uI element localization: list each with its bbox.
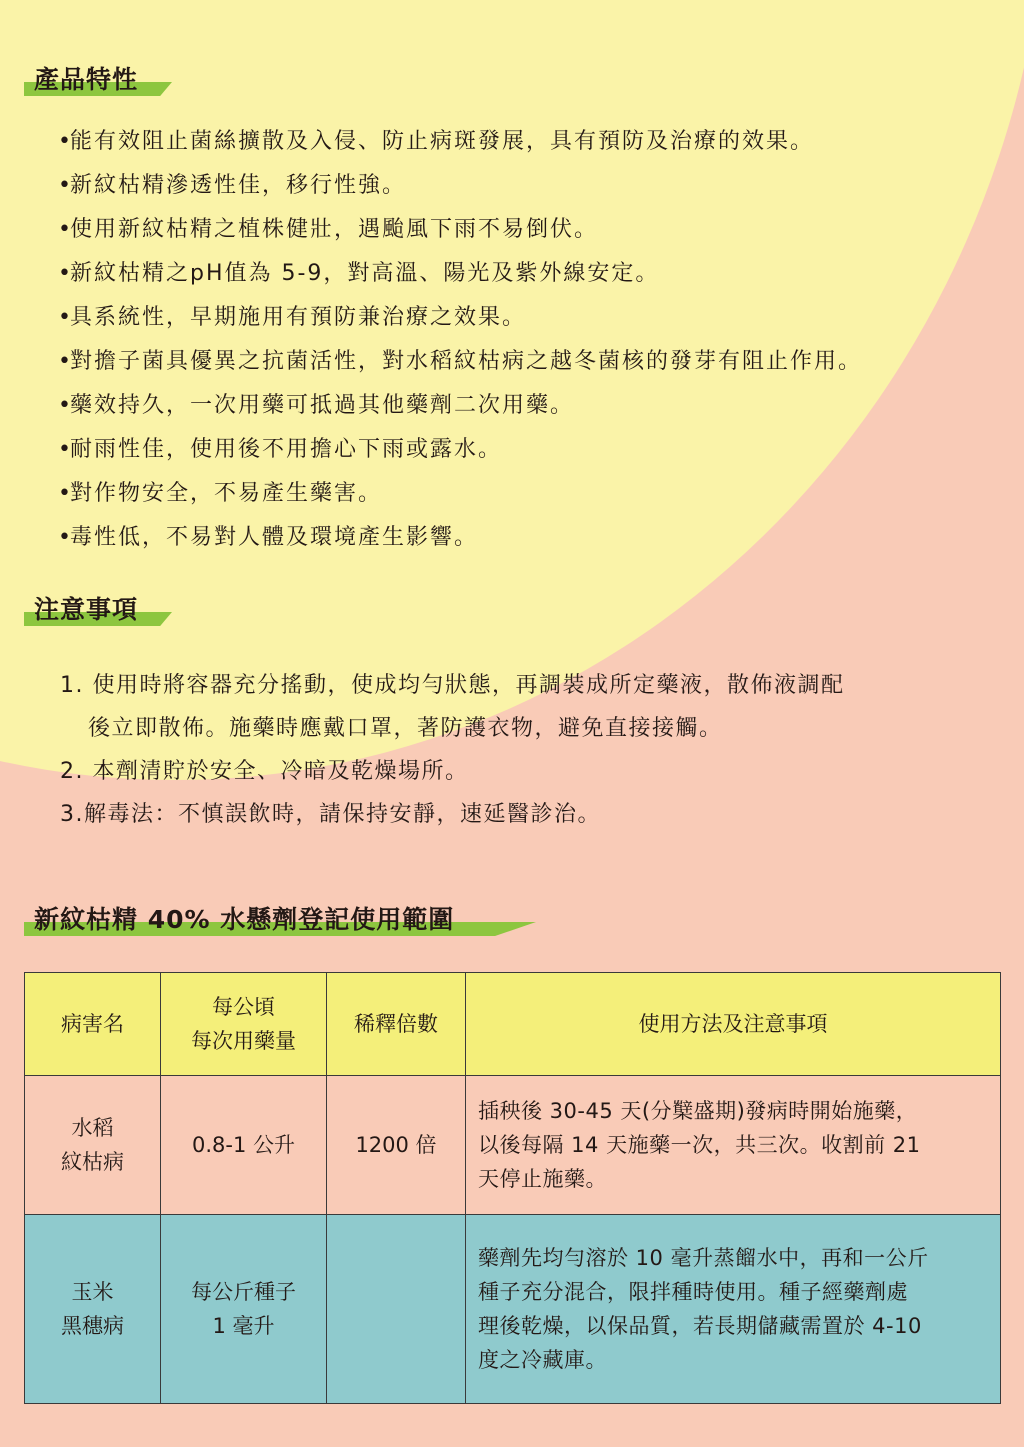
list-item: •新紋枯精滲透性佳，移行性強。: [58, 164, 1018, 208]
bullet-icon: •: [58, 349, 73, 374]
notes-title-text: 注意事項: [34, 595, 139, 624]
list-item: •毒性低，不易對人體及環境產生影響。: [58, 516, 1018, 560]
list-item: •對作物安全，不易產生藥害。: [58, 472, 1018, 516]
cell-disease: 水稻 紋枯病: [25, 1076, 161, 1215]
cell-dosage: 每公斤種子 1 毫升: [161, 1215, 327, 1404]
table-row: [25, 1076, 1001, 1215]
cell-method: 藥劑先均勻溶於 10 毫升蒸餾水中，再和一公斤 種子充分混合，限拌種時使用。種子經藥劑處 理後乾燥，以保品質，若長期儲藏需置於 4-10 度之冷藏庫。: [466, 1215, 1001, 1404]
features-title-text: 產品特性: [34, 65, 139, 94]
bullet-icon: •: [58, 481, 73, 506]
notes-list: [60, 664, 1000, 836]
header-dilution: 稀釋倍數: [327, 973, 466, 1076]
cell-dilution: [327, 1215, 466, 1404]
list-item: •能有效阻止菌絲擴散及入侵、防止病斑發展，具有預防及治療的效果。: [58, 120, 1018, 164]
list-item: •耐雨性佳，使用後不用擔心下雨或露水。: [58, 428, 1018, 472]
list-item: •對擔子菌具優異之抗菌活性，對水稻紋枯病之越冬菌核的發芽有阻止作用。: [58, 340, 1018, 384]
cell-method: 插秧後 30-45 天(分櫱盛期)發病時開始施藥， 以後每隔 14 天施藥一次，共三次。收割前 21 天停止施藥。: [466, 1076, 1001, 1215]
list-item: •具系統性，早期施用有預防兼治療之效果。: [58, 296, 1018, 340]
features-list: [58, 120, 1018, 560]
note-item: 3.解毒法：不慎誤飲時，請保持安靜，速延醫診治。: [60, 802, 601, 827]
bullet-icon: •: [58, 393, 73, 418]
note-item: 1. 使用時將容器充分搖動，使成均勻狀態，再調裝成所定藥液，散佈液調配 後立即散佈。施藥時應戴口罩，著防護衣物，避免直接接觸。: [60, 673, 845, 741]
header-method: 使用方法及注意事項: [466, 973, 1001, 1076]
features-title: [24, 62, 172, 96]
usage-title: [24, 902, 536, 936]
table-row: [25, 1215, 1001, 1404]
usage-title-text: 新紋枯精 40% 水懸劑登記使用範圍: [34, 905, 455, 934]
bullet-icon: •: [58, 261, 73, 286]
bullet-icon: •: [58, 129, 73, 154]
bullet-icon: •: [58, 217, 73, 242]
bullet-icon: •: [58, 437, 73, 462]
header-dosage: 每公頃 每次用藥量: [161, 973, 327, 1076]
usage-table: [24, 972, 1001, 1404]
bullet-icon: •: [58, 305, 73, 330]
cell-dosage: 0.8-1 公升: [161, 1076, 327, 1215]
list-item: •使用新紋枯精之植株健壯，遇颱風下雨不易倒伏。: [58, 208, 1018, 252]
cell-dilution: 1200 倍: [327, 1076, 466, 1215]
notes-title: [24, 592, 172, 626]
note-item: 2. 本劑清貯於安全、冷暗及乾燥場所。: [60, 759, 469, 784]
bullet-icon: •: [58, 173, 73, 198]
list-item: •新紋枯精之pH值為 5-9，對高溫、陽光及紫外線安定。: [58, 252, 1018, 296]
header-disease: 病害名: [25, 973, 161, 1076]
bullet-icon: •: [58, 525, 73, 550]
table-header-row: [25, 973, 1001, 1076]
list-item: •藥效持久，一次用藥可抵過其他藥劑二次用藥。: [58, 384, 1018, 428]
cell-disease: 玉米 黑穗病: [25, 1215, 161, 1404]
